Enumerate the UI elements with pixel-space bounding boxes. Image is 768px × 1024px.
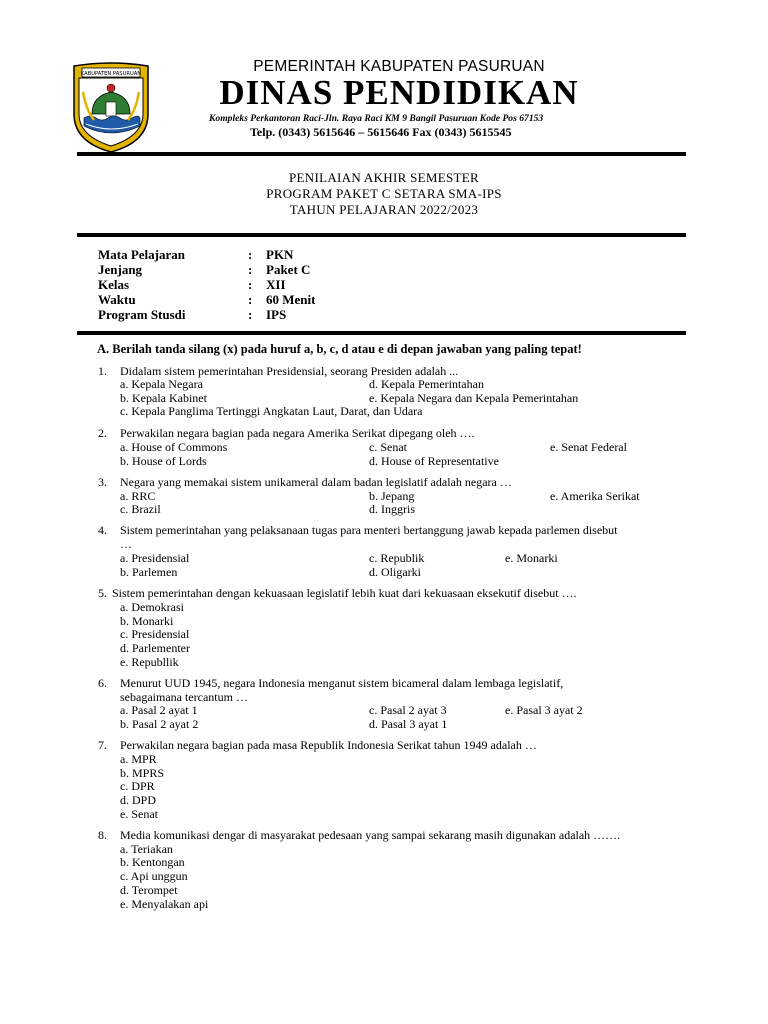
meta-label: Jenjang bbox=[98, 262, 143, 277]
answer-option[interactable]: b. Jepang bbox=[369, 489, 415, 503]
meta-value: PKN bbox=[266, 247, 294, 262]
section-instruction: A. Berilah tanda silang (x) pada huruf a, b, c, d atau e di depan jawaban yang paling tepat! bbox=[97, 342, 582, 356]
answer-option[interactable]: b. Parlemen bbox=[120, 565, 178, 579]
office-phone: Telp. (0343) 5615646 – 5615646 Fax (0343) 5615545 bbox=[250, 125, 512, 139]
answer-option[interactable]: c. DPR bbox=[120, 779, 155, 793]
question-text: Negara yang memakai sistem unikameral dalam badan legislatif adalah negara … bbox=[120, 475, 512, 489]
answer-option[interactable]: c. Pasal 2 ayat 3 bbox=[369, 703, 447, 717]
answer-option[interactable]: e. Senat bbox=[120, 807, 158, 821]
question-number: 1. bbox=[98, 364, 107, 378]
answer-option[interactable]: a. Pasal 2 ayat 1 bbox=[120, 703, 198, 717]
answer-option[interactable]: c. Brazil bbox=[120, 502, 161, 516]
heading-divider bbox=[77, 233, 686, 237]
question-text: Sistem pemerintahan yang pelaksanaan tugas para menteri bertanggung jawab kepada parlemen disebut bbox=[120, 523, 618, 537]
exam-program: PROGRAM PAKET C SETARA SMA-IPS bbox=[266, 186, 502, 201]
question-number: 6. bbox=[98, 676, 107, 690]
answer-option[interactable]: b. Kepala Kabinet bbox=[120, 391, 207, 405]
answer-option[interactable]: e. Senat Federal bbox=[550, 440, 627, 454]
answer-option[interactable]: c. Kepala Panglima Tertinggi Angkatan Laut, Darat, dan Udara bbox=[120, 404, 423, 418]
question-text: Media komunikasi dengar di masyarakat pedesaan yang sampai sekarang masih digunakan adalah ……. bbox=[120, 828, 621, 842]
answer-option[interactable]: d. Inggris bbox=[369, 502, 415, 516]
answer-option[interactable]: e. Republlik bbox=[120, 655, 179, 669]
meta-label: Kelas bbox=[98, 277, 130, 292]
answer-option[interactable]: a. Demokrasi bbox=[120, 600, 184, 614]
exam-year: TAHUN PELAJARAN 2022/2023 bbox=[289, 202, 479, 217]
meta-separator: : bbox=[248, 307, 253, 322]
answer-option[interactable]: e. Amerika Serikat bbox=[550, 489, 640, 503]
meta-divider bbox=[77, 331, 686, 335]
meta-value: XII bbox=[266, 277, 286, 292]
answer-option[interactable]: c. Senat bbox=[369, 440, 407, 454]
government-name: PEMERINTAH KABUPATEN PASURUAN bbox=[253, 58, 545, 75]
answer-option[interactable]: a. Kepala Negara bbox=[120, 377, 203, 391]
question-text: Sistem pemerintahan dengan kekuasaan legislatif lebih kuat dari kekuasaan eksekutif disebut …. bbox=[112, 586, 577, 600]
meta-separator: : bbox=[248, 292, 253, 307]
question-number: 8. bbox=[98, 828, 107, 842]
agency-name: DINAS PENDIDIKAN bbox=[219, 73, 579, 112]
question-number: 4. bbox=[98, 523, 107, 537]
question-number: 3. bbox=[98, 475, 107, 489]
meta-separator: : bbox=[248, 247, 253, 262]
question-text: Perwakilan negara bagian pada negara Amerika Serikat dipegang oleh …. bbox=[120, 426, 475, 440]
question-text: Menurut UUD 1945, negara Indonesia menganut sistem bicameral dalam lembaga legislatif, bbox=[120, 676, 564, 690]
answer-option[interactable]: c. Republik bbox=[369, 551, 425, 565]
answer-option[interactable]: e. Monarki bbox=[505, 551, 558, 565]
answer-option[interactable]: e. Menyalakan api bbox=[120, 897, 209, 911]
office-address: Kompleks Perkantoran Raci-Jln. Raya Raci KM 9 Bangil Pasuruan Kode Pos 67153 bbox=[209, 113, 544, 124]
exam-title: PENILAIAN AKHIR SEMESTER bbox=[289, 170, 479, 185]
crest-caption: KABUPATEN PASURUAN bbox=[80, 71, 142, 77]
answer-option[interactable]: e. Pasal 3 ayat 2 bbox=[505, 703, 583, 717]
answer-option[interactable]: d. House of Representative bbox=[369, 454, 499, 468]
meta-label: Waktu bbox=[98, 292, 136, 307]
answer-option[interactable]: b. Kentongan bbox=[120, 855, 185, 869]
question-text-continued: … bbox=[120, 537, 132, 551]
answer-option[interactable]: b. Monarki bbox=[120, 614, 174, 628]
answer-option[interactable]: c. Presidensial bbox=[120, 627, 190, 641]
question-text: Perwakilan negara bagian pada masa Republik Indonesia Serikat tahun 1949 adalah … bbox=[120, 738, 537, 752]
question-text-continued: sebagaimana tercantum … bbox=[120, 690, 248, 704]
meta-value: 60 Menit bbox=[266, 292, 316, 307]
question-number: 7. bbox=[98, 738, 107, 752]
answer-option[interactable]: d. Oligarki bbox=[369, 565, 421, 579]
meta-label: Program Stusdi bbox=[98, 307, 186, 322]
answer-option[interactable]: d. Terompet bbox=[120, 883, 178, 897]
answer-option[interactable]: b. MPRS bbox=[120, 766, 165, 780]
meta-value: Paket C bbox=[266, 262, 311, 277]
meta-separator: : bbox=[248, 262, 253, 277]
question-number: 5. bbox=[98, 586, 107, 600]
answer-option[interactable]: d. Kepala Pemerintahan bbox=[369, 377, 484, 391]
question-number: 2. bbox=[98, 426, 107, 440]
answer-option[interactable]: c. Api unggun bbox=[120, 869, 188, 883]
answer-option[interactable]: a. RRC bbox=[120, 489, 156, 503]
answer-option[interactable]: a. Teriakan bbox=[120, 842, 173, 856]
answer-option[interactable]: a. MPR bbox=[120, 752, 157, 766]
answer-option[interactable]: d. Pasal 3 ayat 1 bbox=[369, 717, 448, 731]
answer-option[interactable]: b. Pasal 2 ayat 2 bbox=[120, 717, 199, 731]
answer-option[interactable]: a. Presidensial bbox=[120, 551, 190, 565]
answer-option[interactable]: b. House of Lords bbox=[120, 454, 207, 468]
question-text: Didalam sistem pemerintahan Presidensial, seorang Presiden adalah ... bbox=[120, 364, 459, 378]
meta-label: Mata Pelajaran bbox=[98, 247, 186, 262]
meta-value: IPS bbox=[266, 307, 287, 322]
meta-separator: : bbox=[248, 277, 253, 292]
answer-option[interactable]: e. Kepala Negara dan Kepala Pemerintahan bbox=[369, 391, 579, 405]
answer-option[interactable]: a. House of Commons bbox=[120, 440, 228, 454]
answer-option[interactable]: d. Parlementer bbox=[120, 641, 190, 655]
letterhead-divider bbox=[77, 152, 686, 156]
answer-option[interactable]: d. DPD bbox=[120, 793, 157, 807]
